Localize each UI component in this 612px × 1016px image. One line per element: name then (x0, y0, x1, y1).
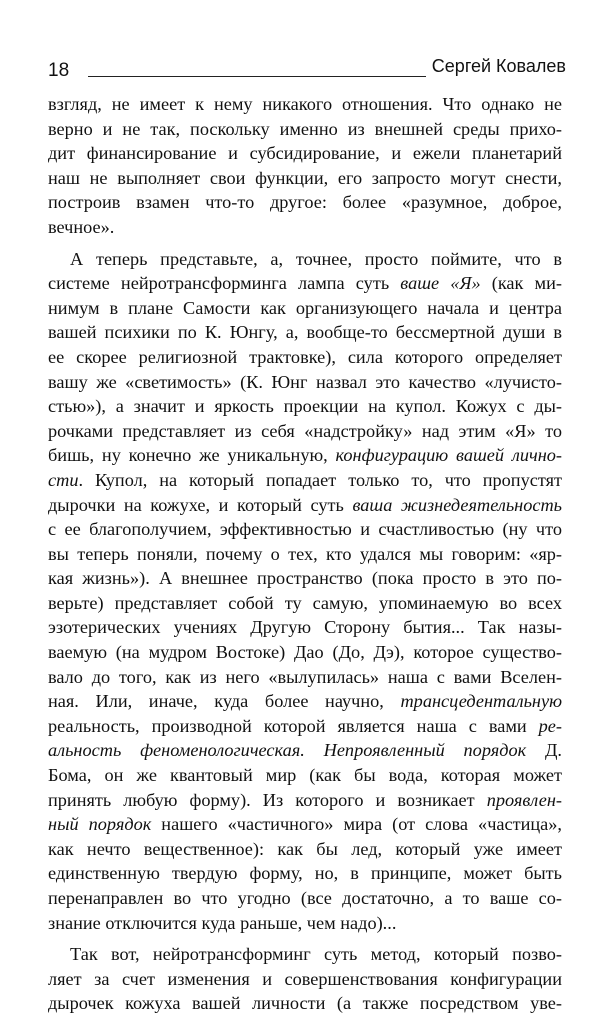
text-line: верно и не так, поскольку именно из внешней среды прихо- (48, 118, 562, 139)
text-line: нимум в плане Самости как организующего начала и центра (48, 297, 562, 318)
text-line: ляет за счет изменения и совершенствования конфигурации (48, 968, 562, 989)
text-line (48, 714, 562, 739)
text-line: стью»), а значит и яркость проекции на купол. Кожух с ды- (48, 396, 562, 417)
text-line: с ее благополучием, эффективностью и счастливостью (ну что (48, 519, 562, 540)
page-number: 18 (48, 60, 70, 81)
text-segment: . Купол, на который попадает только то, что пропустят (78, 469, 562, 490)
italic-segment: альность феноменологическая. Непроявленный порядок (48, 740, 527, 761)
text-line: взгляд, не имеет к нему никакого отношения. Что однако не (48, 94, 562, 114)
text-line (48, 812, 562, 837)
text-line (48, 788, 562, 813)
text-line: вашей психики по К. Юнгу, а, вообще-то бессмертной души в (48, 322, 562, 343)
text-line: дырочек кожуха вашей личности (а также посредством уве- (48, 993, 562, 1014)
text-line (48, 738, 562, 763)
text-segment: бишь, ну конечно же уникальную, (48, 445, 336, 466)
text-line: дит финансирование и субсидирование, и ежели планетарий (48, 143, 562, 164)
text-line: эзотерических учениях Другую Сторону бытия... Так назы- (48, 617, 562, 638)
text-line: вашу же «светимость» (К. Юнг назвал это качество «лучисто- (48, 371, 562, 392)
text-segment: реальность, производной которой является наша с вами (48, 715, 539, 736)
text-line: единственную твердую форму, но, в принципе, может быть (48, 863, 562, 884)
text-line: рочками представляет из себя «надстройку» над этим «Я» то (48, 420, 562, 441)
text-segment: (как ми- (480, 273, 562, 294)
text-line: вы теперь поняли, почему о тех, кто удался мы говорим: «яр- (48, 543, 562, 564)
italic-segment: ре- (538, 715, 562, 736)
text-segment: дырочки на кожухе, и который суть (48, 494, 353, 515)
italic-segment: ваша жизнедеятельность (352, 494, 562, 515)
italic-segment: проявлен- (486, 789, 562, 810)
text-line (48, 493, 562, 518)
italic-segment: ный порядок (48, 814, 152, 835)
paragraph-gap (48, 935, 562, 942)
body-text (48, 92, 562, 1016)
text-line (48, 468, 562, 493)
text-line: Так вот, нейротрансформинг суть метод, который позво- (70, 944, 562, 965)
text-line (48, 689, 562, 714)
page-header (48, 56, 566, 80)
text-line: вечное». (48, 216, 115, 237)
text-line: построив взамен что-то другое: более «разумное, доброе, (48, 192, 562, 213)
text-segment: ная. Или, иначе, куда более научно, (48, 691, 401, 712)
italic-segment: ваше «Я» (400, 273, 481, 294)
text-line: наш не выполняет свои функции, его запросто могут снести, (48, 167, 562, 188)
text-segment: системе нейротрансформинга лампа суть (48, 273, 401, 294)
italic-segment: конфигурацию вашей лично- (335, 445, 563, 466)
text-segment: принять любую форму). Из которого и возникает (48, 789, 487, 810)
text-line (48, 443, 562, 468)
text-line: перенаправлен во что угодно (все достаточно, а то ваше со- (48, 888, 562, 908)
text-line: А теперь представьте, а, точнее, просто поймите, что в (70, 248, 562, 269)
text-line: как нечто вещественное): как бы лед, который уже имеет (48, 838, 562, 859)
italic-segment: трансцедентальную (400, 691, 562, 712)
text-line: кая жизнь»). А внешнее пространство (пока просто в это по- (48, 568, 562, 589)
text-line: знание отключится куда раньше, чем надо)... (48, 912, 397, 933)
header-rule (88, 76, 426, 77)
text-line (48, 271, 562, 296)
running-head-author: Сергей Ковалев (431, 56, 566, 76)
text-line: верьте) представляет собой ту самую, упоминаемую во всех (48, 592, 562, 613)
paragraph-gap (48, 240, 562, 247)
text-line: ее скорее религиозной трактовке), сила которого определяет (48, 346, 562, 367)
italic-segment: сти (48, 469, 79, 490)
text-segment: Д. (526, 740, 562, 761)
text-line: ваемую (на мудром Востоке) Дао (До, Дэ), которое существо- (48, 642, 562, 663)
text-line: вало до того, как из него «вылупилась» наша с вами Вселен- (48, 666, 562, 687)
text-line: Бома, он же квантовый мир (как бы вода, которая может (48, 765, 562, 786)
text-segment: нашего «частичного» мира (от слова «частица», (151, 814, 562, 835)
